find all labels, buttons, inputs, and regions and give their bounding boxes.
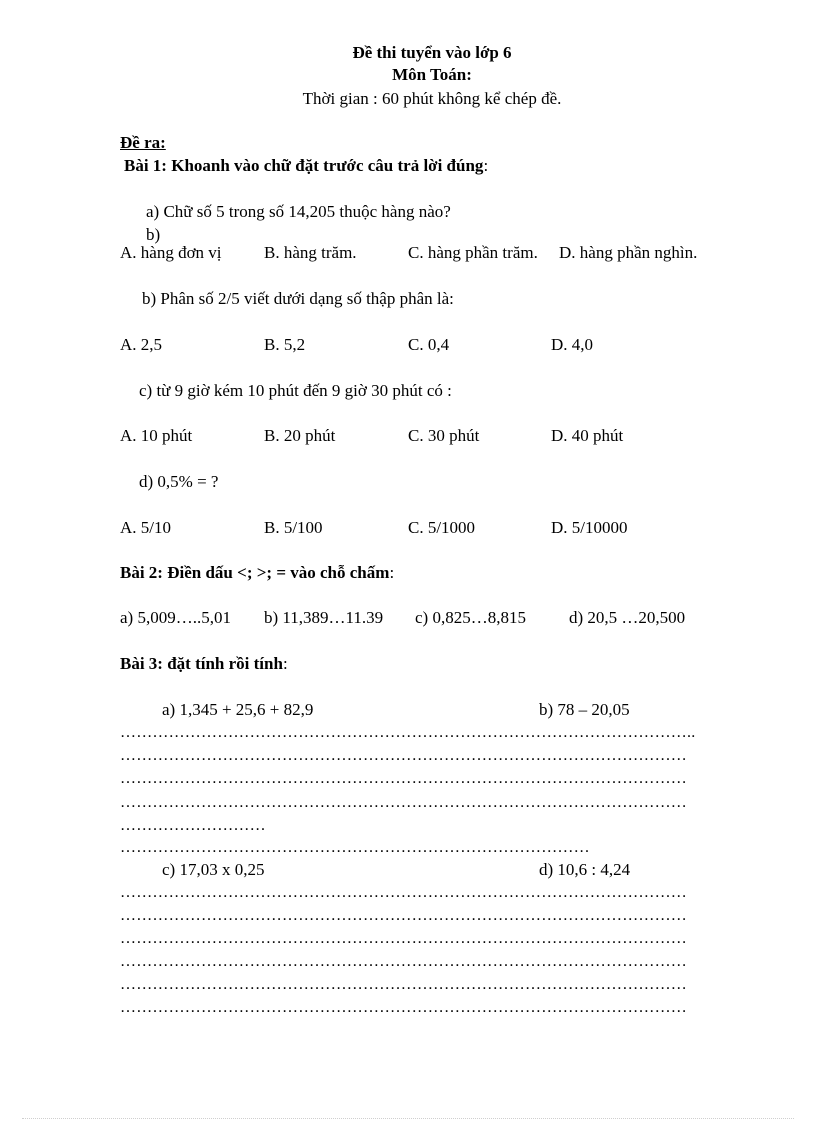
calc-b: b) 78 – 20,05 [539,700,630,719]
answer-line: …………………………………………………………………………………………… [120,748,687,764]
bai2-heading [120,564,394,581]
section-label: Đề ra: [120,133,166,152]
option-d-B: B. 5/100 [264,518,323,537]
option-b-D: D. 4,0 [551,335,594,354]
option-b-C: C. 0,4 [408,335,450,354]
bai2-title-colon: : [389,563,395,582]
option-a-C: C. hàng phần trăm. [408,243,538,262]
answer-line: ……………………… [120,818,266,834]
answer-line: …………………………………………………………………………………………… [120,977,687,993]
option-b-B: B. 5,2 [264,335,306,354]
bai2-title: Bài 2: Điền dấu <; >; = vào chỗ chấm [120,563,390,582]
bai3-heading [120,655,288,672]
answer-line: …………………………………………………………………………………………….. [120,725,696,741]
compare-c: c) 0,825…8,815 [415,608,526,627]
bai1-heading [124,157,488,174]
answer-line: …………………………………………………………………………………………… [120,795,687,811]
option-c-B: B. 20 phút [264,426,336,445]
option-c-D: D. 40 phút [551,426,624,445]
option-a-B: B. hàng trăm. [264,243,357,262]
compare-b: b) 11,389…11.39 [264,608,384,627]
exam-subject: Môn Toán: [392,65,472,84]
question-d: d) 0,5% = ? [139,472,219,491]
calc-a: a) 1,345 + 25,6 + 82,9 [162,700,314,719]
option-a-D: D. hàng phần nghìn. [559,243,698,262]
bai1-title-colon: : [483,156,489,175]
option-d-A: A. 5/10 [120,518,171,537]
answer-line: …………………………………………………………………………………………… [120,1000,687,1016]
question-b: b) Phân số 2/5 viết dưới dạng số thập phân là: [142,289,454,308]
answer-line: …………………………………………………………………………………………… [120,885,687,901]
question-a: a) Chữ số 5 trong số 14,205 thuộc hàng nào? [146,202,451,221]
stray-label: b) [146,225,161,244]
bai3-title: Bài 3: đặt tính rồi tính [120,654,283,673]
question-c: c) từ 9 giờ kém 10 phút đến 9 giờ 30 phút có : [139,381,452,400]
option-c-C: C. 30 phút [408,426,480,445]
option-c-A: A. 10 phút [120,426,193,445]
exam-title: Đề thi tuyển vào lớp 6 [352,43,512,62]
option-d-C: C. 5/1000 [408,518,476,537]
answer-line: …………………………………………………………………………………………… [120,954,687,970]
option-a-A: A. hàng đơn vị [120,243,222,262]
calc-d: d) 10,6 : 4,24 [539,860,631,879]
compare-d: d) 20,5 …20,500 [569,608,686,627]
compare-a: a) 5,009…..5,01 [120,608,231,627]
answer-line: …………………………………………………………………………………………… [120,771,687,787]
answer-line: …………………………………………………………………………………………… [120,931,687,947]
answer-line: …………………………………………………………………………… [120,840,590,856]
bai3-title-colon: : [282,654,288,673]
option-d-D: D. 5/10000 [551,518,628,537]
bai1-title: Bài 1: Khoanh vào chữ đặt trước câu trả lời đúng [124,156,484,175]
calc-c: c) 17,03 x 0,25 [162,860,265,879]
page-bottom-divider [22,1118,794,1119]
option-b-A: A. 2,5 [120,335,163,354]
exam-time: Thời gian : 60 phút không kể chép đề. [302,89,562,108]
answer-line: …………………………………………………………………………………………… [120,908,687,924]
